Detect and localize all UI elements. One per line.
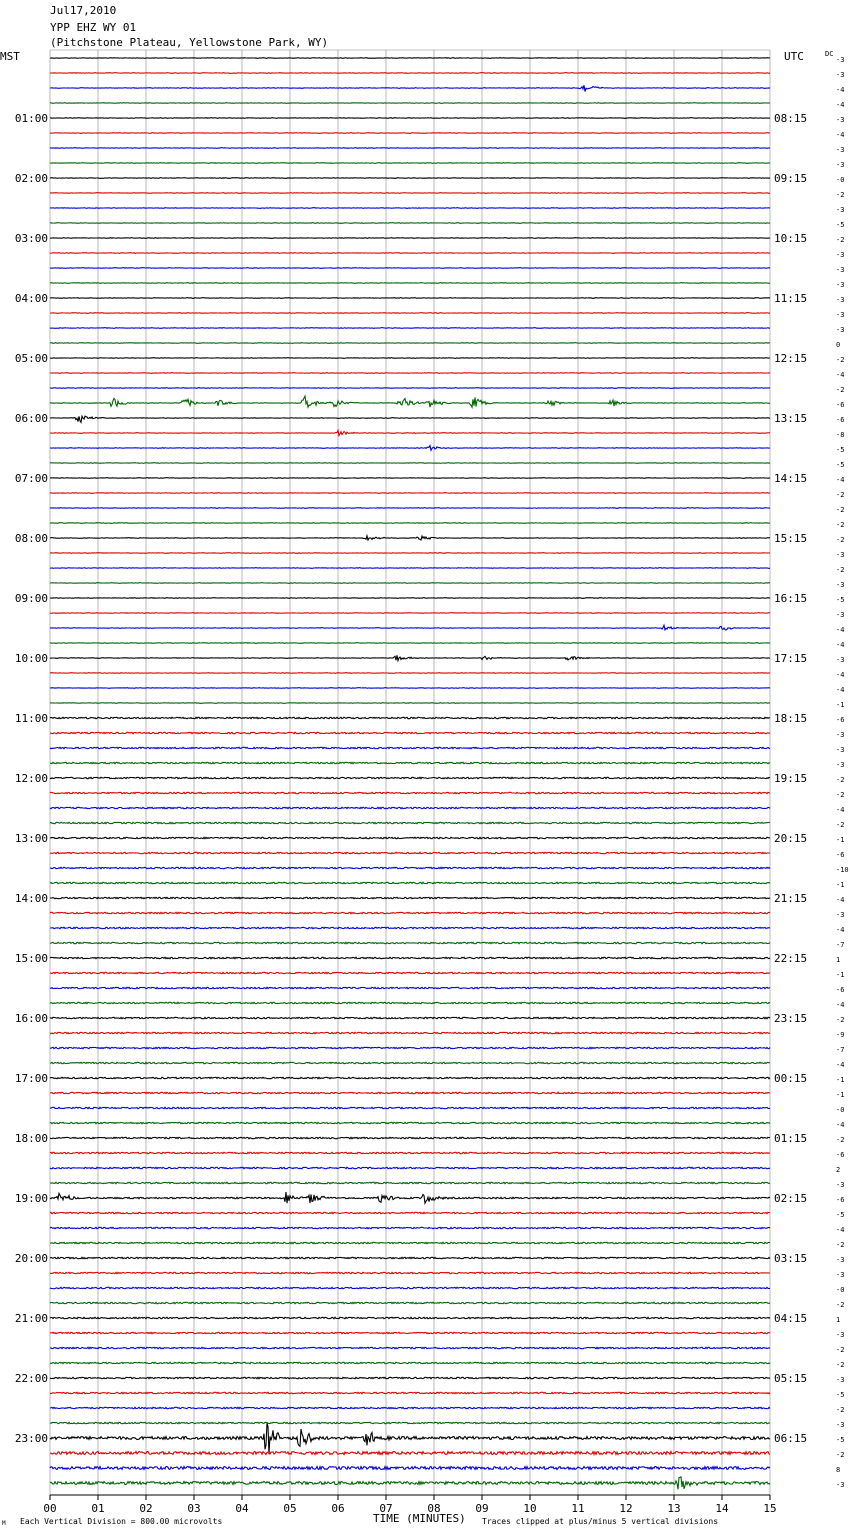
trace-row <box>50 478 770 479</box>
trace-row <box>50 103 770 104</box>
left-hour-label: 12:00 <box>14 772 48 785</box>
trace-row <box>50 1347 770 1348</box>
dc-offset-label: -2 <box>836 521 845 529</box>
dc-offset-label: -6 <box>836 986 845 994</box>
right-hour-label: 08:15 <box>774 112 808 125</box>
trace-row <box>50 73 770 74</box>
trace-row <box>50 1452 770 1455</box>
trace-row <box>50 1287 770 1288</box>
dc-offset-label: -2 <box>836 356 845 364</box>
trace-row <box>50 493 770 494</box>
dc-offset-label: -1 <box>836 836 845 844</box>
dc-offset-label: -3 <box>836 1271 845 1279</box>
trace-row <box>50 1423 770 1454</box>
trace-row <box>50 1182 770 1183</box>
trace-row <box>50 133 770 134</box>
dc-offset-label: -5 <box>836 221 845 229</box>
right-hour-label: 23:15 <box>774 1012 808 1025</box>
trace-row <box>50 58 770 59</box>
x-tick-label: 15 <box>763 1502 777 1515</box>
trace-row <box>50 912 770 913</box>
dc-offset-label: -6 <box>836 1151 845 1159</box>
trace-row <box>50 1227 770 1228</box>
dc-offset-label: -3 <box>836 731 845 739</box>
left-hour-label: 19:00 <box>14 1192 48 1205</box>
dc-offset-label: -2 <box>836 536 845 544</box>
x-tick-label: 01 <box>91 1502 105 1515</box>
right-hour-label: 06:15 <box>774 1432 808 1445</box>
header-location: (Pitchstone Plateau, Yellowstone Park, WY) <box>50 36 329 49</box>
right-hour-label: 03:15 <box>774 1252 808 1265</box>
dc-offset-label: -3 <box>836 206 845 214</box>
dc-offset-label: -2 <box>836 566 845 574</box>
dc-offset-label: -3 <box>836 116 845 124</box>
trace-row <box>50 1167 770 1168</box>
dc-offset-label: -8 <box>836 431 845 439</box>
dc-offset-label: -3 <box>836 1421 845 1429</box>
trace-row <box>50 1477 770 1489</box>
trace-row <box>50 1137 770 1138</box>
trace-row <box>50 553 770 554</box>
trace-row <box>50 867 770 868</box>
right-hour-label: 01:15 <box>774 1132 808 1145</box>
trace-row <box>50 358 770 359</box>
dc-offset-label: -3 <box>836 56 845 64</box>
trace-row <box>50 1467 770 1470</box>
trace-row <box>50 762 770 763</box>
trace-row <box>50 508 770 509</box>
dc-offset-label: -4 <box>836 896 845 904</box>
x-tick-label: 08 <box>427 1502 441 1515</box>
trace-row <box>50 1002 770 1003</box>
dc-offset-label: -3 <box>836 266 845 274</box>
dc-offset-label: -3 <box>836 146 845 154</box>
trace-row <box>50 643 770 644</box>
dc-offset-label: -2 <box>836 491 845 499</box>
trace-row <box>50 822 770 823</box>
dc-offset-label: -4 <box>836 686 845 694</box>
trace-row <box>50 897 770 898</box>
dc-offset-label: -0 <box>836 176 845 184</box>
trace-row <box>50 253 770 254</box>
trace-row <box>50 268 770 269</box>
x-tick-label: 05 <box>283 1502 297 1515</box>
dc-offset-label: -5 <box>836 461 845 469</box>
dc-offset-label: -2 <box>836 1406 845 1414</box>
trace-row <box>50 536 770 540</box>
dc-offset-label: -3 <box>836 551 845 559</box>
left-hour-label: 16:00 <box>14 1012 48 1025</box>
dc-offset-label: 1 <box>836 1316 841 1324</box>
right-hour-label: 19:15 <box>774 772 808 785</box>
dc-offset-label: -3 <box>836 311 845 319</box>
dc-offset-label: -2 <box>836 236 845 244</box>
trace-row <box>50 388 770 389</box>
trace-row <box>50 430 770 435</box>
trace-row <box>50 118 770 119</box>
right-hour-label: 16:15 <box>774 592 808 605</box>
right-zone-label: UTC <box>784 50 804 63</box>
right-hour-label: 10:15 <box>774 232 808 245</box>
dc-offset-label: -3 <box>836 1331 845 1339</box>
trace-row <box>50 1422 770 1423</box>
left-hour-label: 18:00 <box>14 1132 48 1145</box>
left-hour-label: 10:00 <box>14 652 48 665</box>
trace-row <box>50 1317 770 1318</box>
trace-row <box>50 732 770 733</box>
dc-offset-label: -4 <box>836 641 845 649</box>
dc-offset-label: -4 <box>836 86 845 94</box>
trace-row <box>50 1377 770 1378</box>
trace-row <box>50 927 770 928</box>
trace-row <box>50 613 770 614</box>
dc-offset-label: -6 <box>836 1196 845 1204</box>
dc-offset-label: -3 <box>836 281 845 289</box>
dc-offset-label: -4 <box>836 131 845 139</box>
trace-row <box>50 328 770 329</box>
trace-row <box>50 598 770 599</box>
trace-row <box>50 1302 770 1303</box>
dc-offset-label: -3 <box>836 71 845 79</box>
header-station: YPP EHZ WY 01 <box>50 21 137 34</box>
trace-row <box>50 1062 770 1063</box>
dc-offset-label: -6 <box>836 851 845 859</box>
trace-row <box>50 1257 770 1258</box>
trace-row <box>50 1107 770 1108</box>
x-tick-label: 12 <box>619 1502 633 1515</box>
traces <box>50 58 770 1490</box>
trace-row <box>50 373 770 374</box>
dc-offset-label: -5 <box>836 446 845 454</box>
right-hour-label: 21:15 <box>774 892 808 905</box>
trace-row <box>50 655 770 660</box>
trace-row <box>50 85 770 91</box>
dc-offset-label: -4 <box>836 371 845 379</box>
corner-mark: M <box>2 1520 6 1527</box>
right-hour-label: 05:15 <box>774 1372 808 1385</box>
x-tick-label: 00 <box>43 1502 57 1515</box>
trace-row <box>50 523 770 524</box>
trace-row <box>50 208 770 209</box>
dc-offset-label: -3 <box>836 1256 845 1264</box>
trace-row <box>50 1407 770 1408</box>
scale-note: Each Vertical Division = 800.00 microvolts <box>20 1517 223 1526</box>
trace-row <box>50 396 770 407</box>
dc-offset-label: -0 <box>836 1286 845 1294</box>
trace-row <box>50 1362 770 1363</box>
trace-row <box>50 463 770 464</box>
dc-offset-label: 2 <box>836 1166 841 1174</box>
dc-offset-label: -2 <box>836 1346 845 1354</box>
right-hour-label: 00:15 <box>774 1072 808 1085</box>
x-axis-title: TIME (MINUTES) <box>373 1512 466 1525</box>
right-hour-label: 11:15 <box>774 292 808 305</box>
left-hour-label: 23:00 <box>14 1432 48 1445</box>
right-hour-label: 20:15 <box>774 832 808 845</box>
trace-row <box>50 163 770 164</box>
dc-offset-label: -1 <box>836 1091 845 1099</box>
left-hour-label: 09:00 <box>14 592 48 605</box>
trace-row <box>50 987 770 988</box>
trace-row <box>50 747 770 748</box>
trace-row <box>50 1017 770 1018</box>
dc-offset-label: -1 <box>836 701 845 709</box>
trace-row <box>50 148 770 149</box>
dc-offset-label: -3 <box>836 296 845 304</box>
x-tick-label: 06 <box>331 1502 345 1515</box>
dc-offset-label: -2 <box>836 791 845 799</box>
dc-offset-label: -2 <box>836 1451 845 1459</box>
left-hour-label: 17:00 <box>14 1072 48 1085</box>
left-hour-label: 11:00 <box>14 712 48 725</box>
dc-offset-label: -10 <box>836 866 849 874</box>
left-hour-label: 07:00 <box>14 472 48 485</box>
right-hour-label: 02:15 <box>774 1192 808 1205</box>
dc-offset-label: -3 <box>836 251 845 259</box>
right-hour-label: 13:15 <box>774 412 808 425</box>
right-hour-label: 12:15 <box>774 352 808 365</box>
dc-offset-label: -3 <box>836 1376 845 1384</box>
x-tick-label: 04 <box>235 1502 249 1515</box>
trace-row <box>50 673 770 674</box>
trace-row <box>50 238 770 239</box>
x-tick-label: 03 <box>187 1502 201 1515</box>
left-hour-label: 15:00 <box>14 952 48 965</box>
dc-offset-label: -6 <box>836 416 845 424</box>
trace-row <box>50 703 770 704</box>
x-tick-label: 02 <box>139 1502 153 1515</box>
dc-offset-label: -2 <box>836 776 845 784</box>
dc-offset-label: -2 <box>836 1136 845 1144</box>
dc-offset-label: -3 <box>836 1181 845 1189</box>
right-hour-label: 09:15 <box>774 172 808 185</box>
trace-row <box>50 777 770 778</box>
dc-offset-label: -3 <box>836 611 845 619</box>
dc-offset-label: -4 <box>836 476 845 484</box>
dc-offset-label: -2 <box>836 1016 845 1024</box>
trace-row <box>50 1392 770 1393</box>
trace-row <box>50 568 770 569</box>
trace-row <box>50 223 770 224</box>
right-hour-label: 14:15 <box>774 472 808 485</box>
x-tick-label: 14 <box>715 1502 729 1515</box>
dc-offset-label: -3 <box>836 761 845 769</box>
trace-row <box>50 957 770 958</box>
right-hour-label: 04:15 <box>774 1312 808 1325</box>
trace-row <box>50 1092 770 1093</box>
dc-offset-label: -1 <box>836 881 845 889</box>
dc-offset-label: -4 <box>836 1226 845 1234</box>
header-date: Jul17,2010 <box>50 4 117 17</box>
dc-offset-label: -5 <box>836 1211 845 1219</box>
dc-offset-label: -2 <box>836 506 845 514</box>
trace-row <box>50 1242 770 1243</box>
dc-offset-label: -2 <box>836 1361 845 1369</box>
dc-offset-label: -3 <box>836 326 845 334</box>
dc-offset-label: -4 <box>836 926 845 934</box>
dc-offset-label: -4 <box>836 1001 845 1009</box>
left-hour-label: 20:00 <box>14 1252 48 1265</box>
trace-row <box>50 792 770 793</box>
x-tick-label: 09 <box>475 1502 489 1515</box>
right-hour-label: 15:15 <box>774 532 808 545</box>
dc-offset-label: -2 <box>836 821 845 829</box>
left-hour-label: 08:00 <box>14 532 48 545</box>
left-hour-label: 03:00 <box>14 232 48 245</box>
trace-row <box>50 1032 770 1033</box>
right-hour-label: 22:15 <box>774 952 808 965</box>
right-hour-label: 17:15 <box>774 652 808 665</box>
dc-offset-label: -2 <box>836 191 845 199</box>
trace-row <box>50 583 770 584</box>
dc-offset-label: -4 <box>836 1121 845 1129</box>
trace-row <box>50 416 770 422</box>
clip-note: Traces clipped at plus/minus 5 vertical divisions <box>482 1517 719 1526</box>
trace-row <box>50 688 770 689</box>
left-hour-label: 05:00 <box>14 352 48 365</box>
trace-row <box>50 193 770 194</box>
dc-offset-label: -3 <box>836 656 845 664</box>
trace-row <box>50 298 770 299</box>
trace-row <box>50 313 770 314</box>
trace-row <box>50 942 770 943</box>
left-hour-label: 04:00 <box>14 292 48 305</box>
dc-offset-label: 0 <box>836 341 841 349</box>
left-hour-label: 06:00 <box>14 412 48 425</box>
dc-offset-label: -9 <box>836 1031 845 1039</box>
dc-offset-label: -3 <box>836 581 845 589</box>
trace-row <box>50 807 770 808</box>
dc-offset-label: -4 <box>836 806 845 814</box>
right-hour-label: 18:15 <box>774 712 808 725</box>
dc-offset-label: -2 <box>836 1241 845 1249</box>
dc-offset-label: -3 <box>836 161 845 169</box>
dc-offset-label: -4 <box>836 1061 845 1069</box>
dc-offset-label: -5 <box>836 1436 845 1444</box>
dc-offset-label: -7 <box>836 1046 845 1054</box>
dc-offset-label: -1 <box>836 1076 845 1084</box>
dc-offset-label: -6 <box>836 716 845 724</box>
trace-row <box>50 1122 770 1123</box>
trace-row <box>50 1077 770 1078</box>
x-tick-label: 13 <box>667 1502 681 1515</box>
x-tick-label: 07 <box>379 1502 393 1515</box>
trace-row <box>50 1152 770 1153</box>
trace-row <box>50 1192 770 1203</box>
left-hour-label: 21:00 <box>14 1312 48 1325</box>
dc-offset-label: -2 <box>836 386 845 394</box>
dc-offset-label: -3 <box>836 746 845 754</box>
dc-offset-label: -4 <box>836 101 845 109</box>
dc-offset-label: -2 <box>836 1301 845 1309</box>
trace-row <box>50 837 770 838</box>
dc-offset-label: -6 <box>836 401 845 409</box>
trace-row <box>50 446 770 451</box>
left-hour-label: 02:00 <box>14 172 48 185</box>
trace-row <box>50 882 770 883</box>
trace-row <box>50 1047 770 1048</box>
dc-offset-label: 1 <box>836 956 841 964</box>
dc-offset-label: 8 <box>836 1466 841 1474</box>
dc-label: DC <box>825 50 834 58</box>
dc-offset-label: -5 <box>836 1391 845 1399</box>
dc-offset-label: -3 <box>836 1481 845 1489</box>
trace-row <box>50 1272 770 1273</box>
trace-row <box>50 852 770 853</box>
axis-labels <box>0 50 849 1527</box>
trace-row <box>50 343 770 344</box>
left-hour-label: 01:00 <box>14 112 48 125</box>
trace-row <box>50 1332 770 1333</box>
x-tick-label: 11 <box>571 1502 585 1515</box>
trace-row <box>50 625 770 630</box>
trace-row <box>50 972 770 973</box>
x-tick-label: 10 <box>523 1502 537 1515</box>
left-hour-label: 13:00 <box>14 832 48 845</box>
trace-row <box>50 717 770 718</box>
left-hour-label: 22:00 <box>14 1372 48 1385</box>
left-hour-label: 14:00 <box>14 892 48 905</box>
trace-row <box>50 283 770 284</box>
dc-offset-label: -4 <box>836 671 845 679</box>
trace-row <box>50 178 770 179</box>
dc-offset-label: -1 <box>836 971 845 979</box>
left-zone-label: MST <box>0 50 20 63</box>
dc-offset-label: -3 <box>836 911 845 919</box>
trace-row <box>50 1212 770 1213</box>
dc-offset-label: -5 <box>836 596 845 604</box>
dc-offset-label: -7 <box>836 941 845 949</box>
dc-offset-label: -0 <box>836 1106 845 1114</box>
dc-offset-label: -4 <box>836 626 845 634</box>
